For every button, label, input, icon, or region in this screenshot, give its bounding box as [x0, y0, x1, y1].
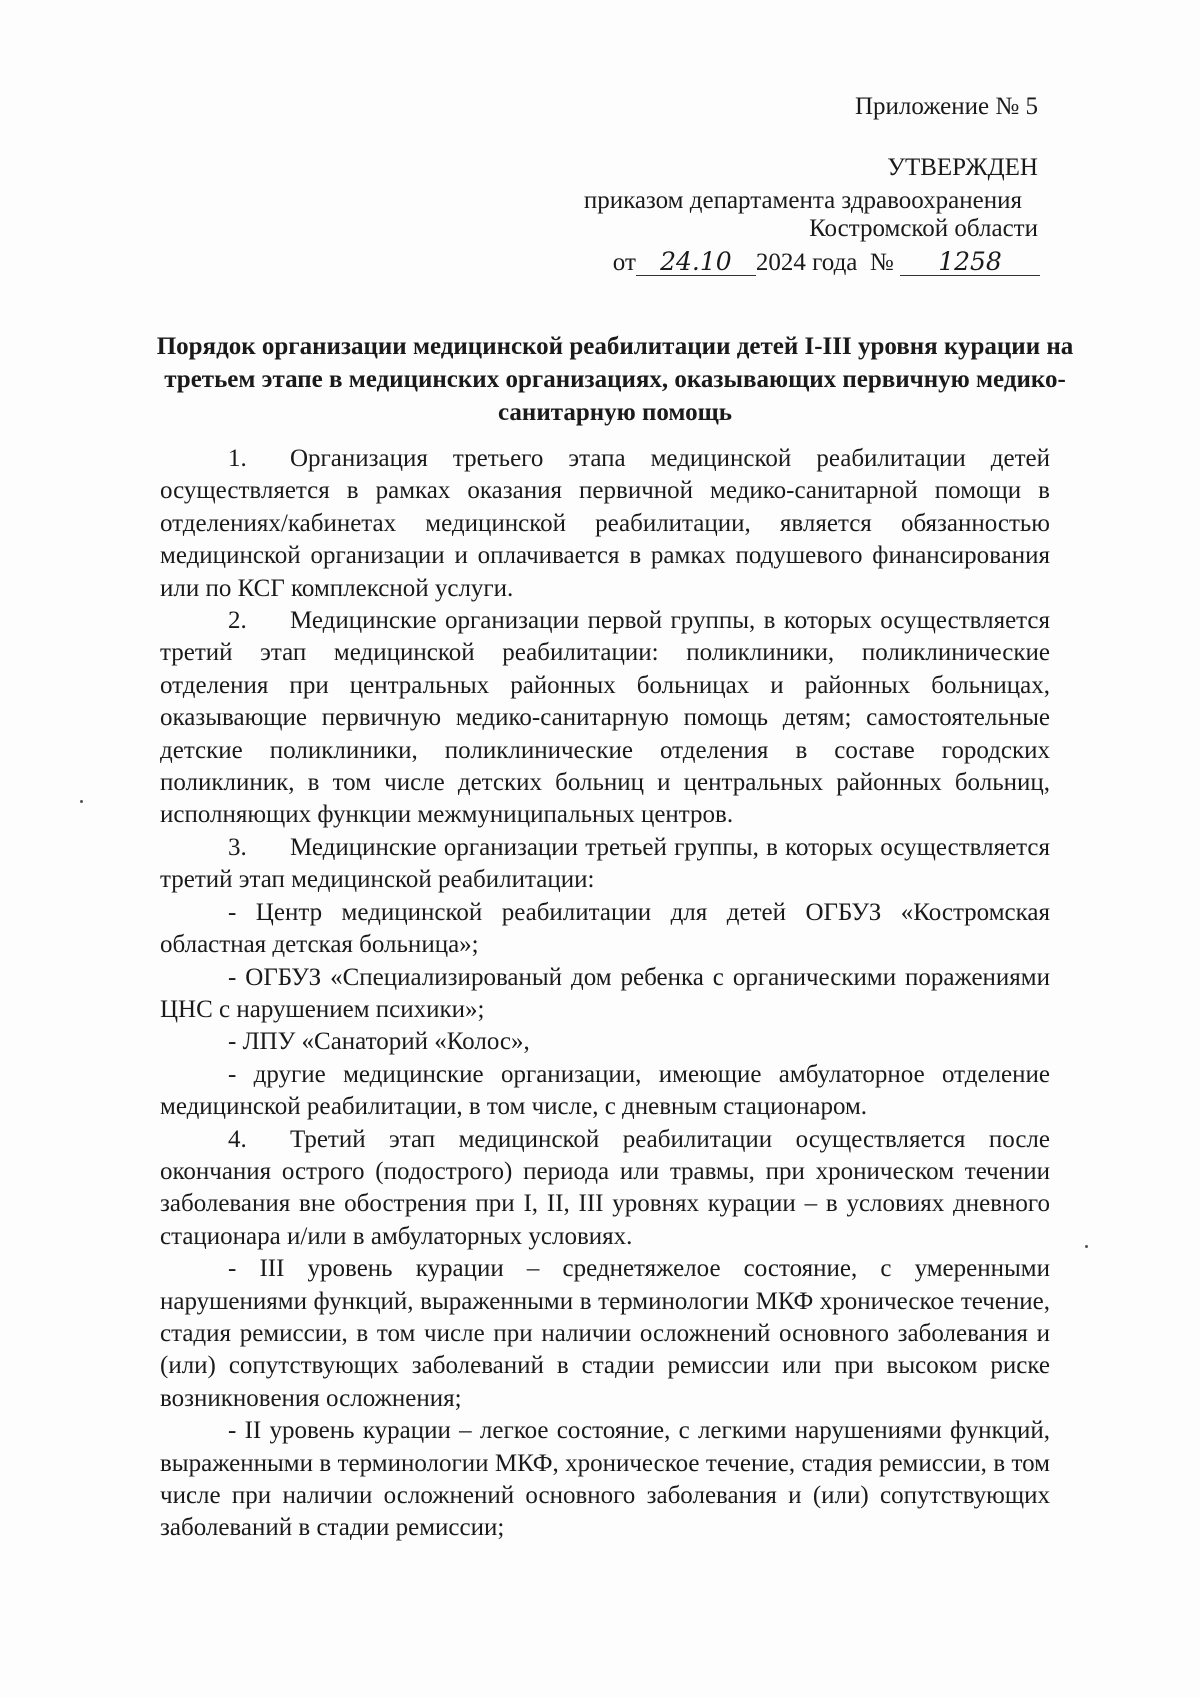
list-item-level-2 — [160, 1415, 1050, 1545]
handwritten-number: 1258 — [900, 249, 1040, 276]
paragraph-text: Третий этап медицинской реабилитации осуществляется после окончания острого (подострого) периода или травмы, при хроническом течении заболевания вне обострения при I, II, III уровнях курации – в условиях дневного стационара и/или в амбулаторных условиях. — [160, 1125, 1050, 1250]
year-text: 2024 года — [755, 249, 858, 276]
number-sign: № — [869, 249, 894, 276]
date-number-line — [613, 248, 1040, 278]
list-item-sanatorium — [160, 1026, 1050, 1058]
list-item-other — [160, 1059, 1050, 1124]
list-item-text: - III уровень курации – среднетяжелое состояние, с умеренными нарушениями функций, выраженными в терминологии МКФ хроническое течение, стадия ремиссии, в том числе при наличии осложнений основного заболевания и (или) сопутствующих заболеваний в стадии ремиссии или при высоком риске возникновения осложнения; — [160, 1255, 1050, 1412]
paragraph-4 — [160, 1124, 1050, 1254]
list-item-text: - Центр медицинской реабилитации для детей ОГБУЗ «Костромская областная детская больница»; — [160, 898, 1050, 959]
list-item-text: - другие медицинские организации, имеющие амбулаторное отделение медицинской реабилитации, в том числе, с дневным стационаром. — [160, 1060, 1050, 1121]
paragraph-text: Организация третьего этапа медицинской реабилитации детей осуществляется в рамках оказания первичной медико-санитарной помощи в отделениях/кабинетах медицинской реабилитации, является обязанностью медицинской организации и оплачивается в рамках подушевого финансирования или по КСГ комплексной услуги. — [160, 445, 1050, 602]
list-item-text: - ЛПУ «Санаторий «Колос», — [228, 1028, 530, 1056]
approved-label: УТВЕРЖДЕН — [887, 154, 1038, 181]
list-item-level-3 — [160, 1253, 1050, 1415]
list-item-center — [160, 897, 1050, 962]
paragraph-number: 3. — [228, 833, 247, 861]
scan-speck — [80, 800, 83, 803]
list-item-text: - ОГБУЗ «Специализированый дом ребенка с органическими поражениями ЦНС с нарушением психики»; — [160, 963, 1050, 1023]
paragraph-2 — [160, 605, 1050, 832]
paragraph-text: Медицинские организации первой группы, в которых осуществляется третий этап медицинской реабилитации: поликлиники, поликлинические отделения при центральных районных больницах и районных больницах, оказывающие первичную медико-санитарную помощь детям; самостоятельные детские поликлиники, поликлинические отделения в составе городских поликлиник, в том числе детских больниц и центральных районных больниц, исполняющих функции межмуниципальных центров. — [160, 607, 1050, 829]
document-body — [160, 443, 1050, 1545]
scan-speck — [1085, 1245, 1088, 1248]
paragraph-number: 4. — [228, 1125, 247, 1153]
paragraph-number: 1. — [228, 445, 247, 472]
date-prefix: от — [612, 249, 636, 276]
paragraph-1 — [160, 443, 1050, 605]
order-line: приказом департамента здравоохранения — [583, 187, 1022, 214]
paragraph-text: Медицинские организации третьей группы, в которых осуществляется третий этап медицинской реабилитации: — [160, 833, 1050, 894]
paragraph-3 — [160, 832, 1050, 897]
document-title: Порядок организации медицинской реабилитации детей I-III уровня курации на третьем этапе в медицинских организациях, оказывающих первичную медико-санитарную помощь — [156, 333, 1074, 426]
paragraph-number: 2. — [228, 607, 247, 635]
list-item-orphanage — [160, 962, 1050, 1027]
handwritten-date: 24.10 — [636, 249, 756, 276]
region-line: Костромской области — [809, 215, 1038, 242]
list-item-text: - II уровень курации – легкое состояние, с легкими нарушениями функций, выраженными в терминологии МКФ, хроническое течение, стадия ремиссии, в том числе при наличии осложнений основного заболевания и (или) сопутствующих заболеваний в стадии ремиссии; — [160, 1417, 1050, 1542]
appendix-label: Приложение № 5 — [854, 93, 1038, 120]
